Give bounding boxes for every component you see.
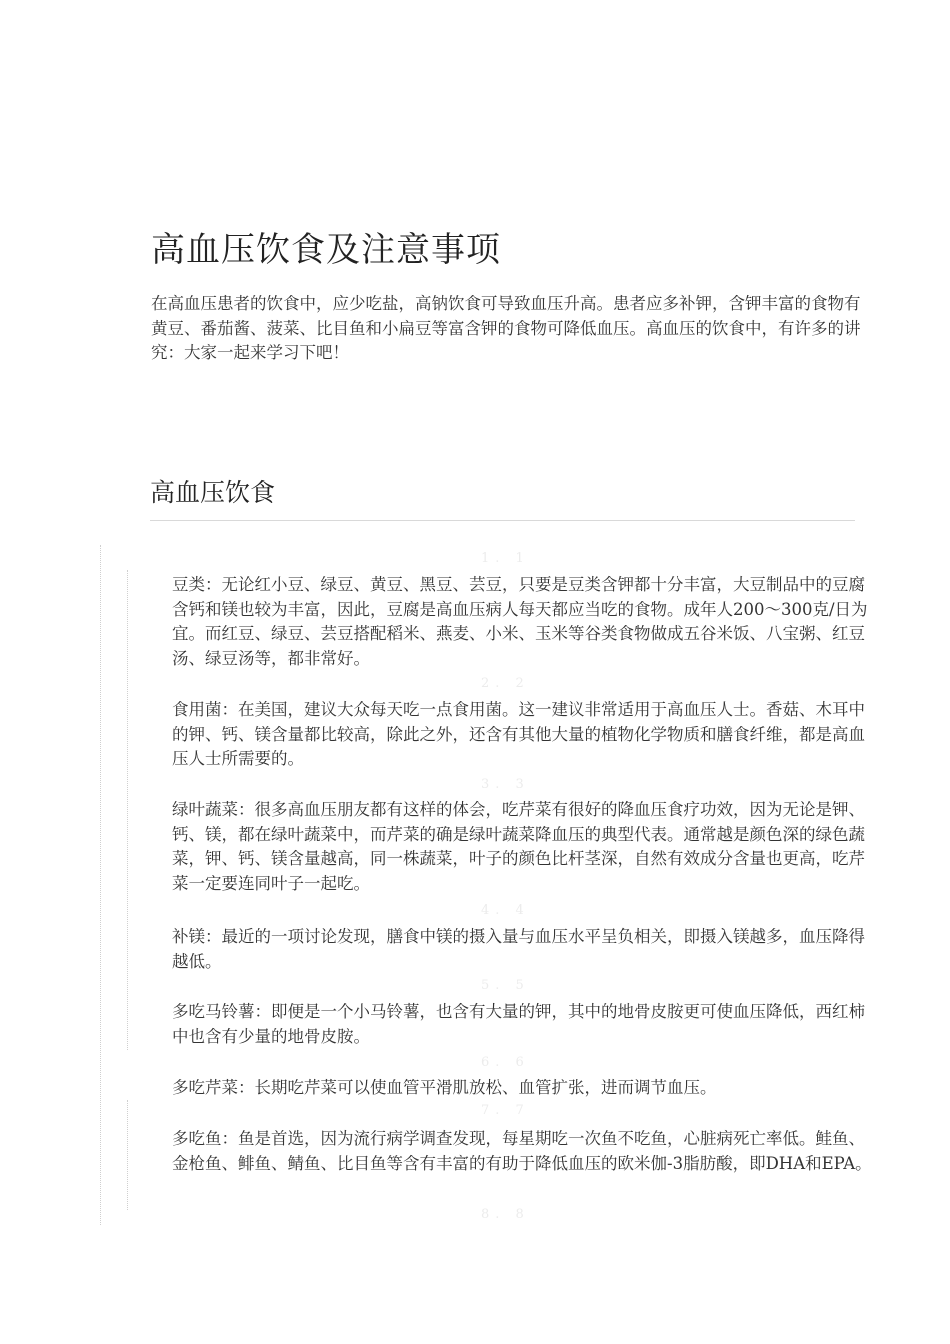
item-paragraph: 豆类：无论红小豆、绿豆、黄豆、黑豆、芸豆，只要是豆类含钾都十分丰富，大豆制品中的豆腐含钙和镁也较为丰富，因此，豆腐是高血压病人每天都应当吃的食物。成年人200～300克/日为宜。而红豆、绿豆、芸豆搭配稻米、燕麦、小米、玉米等谷类食物做成五谷米饭、八宝粥、红豆汤、绿豆汤等，都非常好。 — [172, 575, 868, 668]
item-paragraph: 多吃马铃薯：即便是一个小马铃薯，也含有大量的钾，其中的地骨皮胺更可使血压降低，西红柿中也含有少量的地骨皮胺。 — [172, 1002, 865, 1046]
item-marker: 7. 7 — [481, 1103, 530, 1118]
margin-guide — [127, 570, 128, 1050]
item-marker: 3. 3 — [481, 777, 530, 792]
item-paragraph: 多吃鱼：鱼是首选，因为流行病学调查发现，每星期吃一次鱼不吃鱼，心脏病死亡率低。鲑鱼、金枪鱼、鲱鱼、鲭鱼、比目鱼等含有丰富的有助于降低血压的欧米伽-3脂肪酸，即DHA和EPA。 — [172, 1129, 872, 1173]
margin-guide — [100, 545, 101, 1225]
item-paragraph: 食用菌：在美国，建议大众每天吃一点食用菌。这一建议非常适用于高血压人士。香菇、木耳中的钾、钙、镁含量都比较高，除此之外，还含有其他大量的植物化学物质和膳食纤维，都是高血压人士所需要的。 — [172, 700, 865, 768]
margin-guide — [127, 1100, 128, 1210]
item-marker: 1. 1 — [481, 551, 530, 566]
item-marker: 4. 4 — [481, 903, 530, 918]
item-paragraph: 补镁：最近的一项讨论发现，膳食中镁的摄入量与血压水平呈负相关，即摄入镁越多，血压降得越低。 — [172, 927, 865, 971]
item-marker: 8. 8 — [481, 1207, 530, 1222]
section-divider — [150, 520, 855, 521]
document-title: 高血压饮食及注意事项 — [151, 230, 501, 270]
item-paragraph: 多吃芹菜：长期吃芹菜可以使血管平滑肌放松、血管扩张，进而调节血压。 — [172, 1078, 717, 1097]
item-marker: 6. 6 — [481, 1055, 530, 1070]
item-marker: 5. 5 — [481, 978, 530, 993]
item-paragraph: 绿叶蔬菜：很多高血压朋友都有这样的体会，吃芹菜有很好的降血压食疗功效，因为无论是钾、钙、镁，都在绿叶蔬菜中，而芹菜的确是绿叶蔬菜降血压的典型代表。通常越是颜色深的绿色蔬菜，钾、钙、镁含量越高，同一株蔬菜，叶子的颜色比杆茎深，自然有效成分含量也更高，吃芹菜一定要连同叶子一起吃。 — [172, 800, 865, 893]
section-heading: 高血压饮食 — [150, 478, 276, 507]
intro-paragraph: 在高血压患者的饮食中，应少吃盐，高钠饮食可导致血压升高。患者应多补钾，含钾丰富的食物有黄豆、番茄酱、菠菜、比目鱼和小扁豆等富含钾的食物可降低血压。高血压的饮食中，有许多的讲究：大家一起来学习下吧！ — [151, 294, 861, 362]
item-marker: 2. 2 — [481, 676, 530, 691]
